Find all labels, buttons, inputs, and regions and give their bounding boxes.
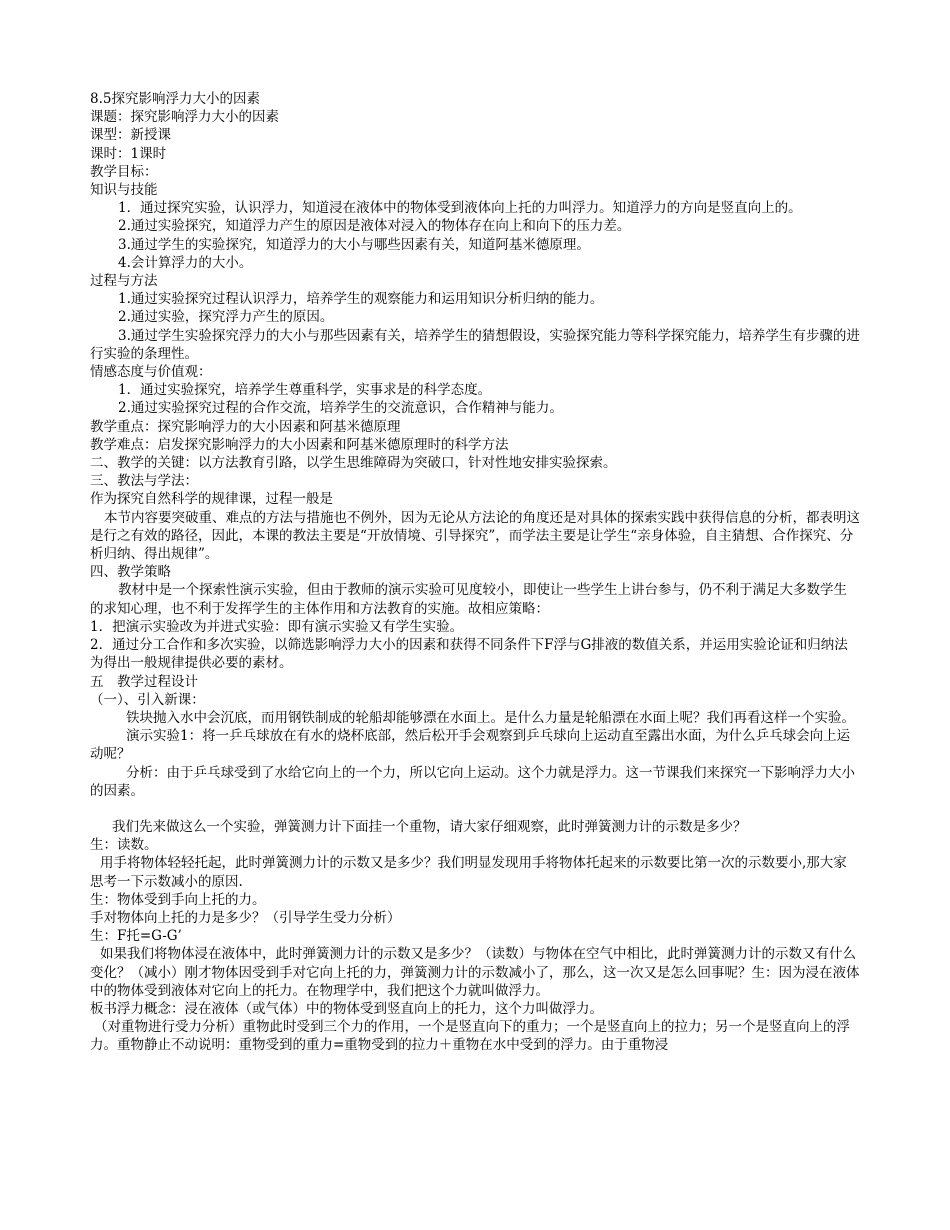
doc-paragraph: 铁块抛入水中会沉底，而用钢铁制成的轮船却能够漂在水面上。是什么力量是轮船漂在水面上呢？我们再看这样一个实验。	[126, 709, 855, 726]
section-heading: （一）、引入新课：	[90, 691, 205, 708]
section-heading: 情感态度与价值观：	[90, 364, 212, 381]
doc-paragraph: 本节内容要突破重、难点的方法与措施也不例外，因为无论从方法论的角度还是对具体的探索实践中获得信息的分析，都表明这是行之有效的路径，因此，本课的教法主要是“开放情境、引导探究”，而学法主要是让学生“亲身体验，自主猜想、合作探究、分析归纳、得出规律”。	[90, 509, 860, 563]
doc-line: 三、教法与学法：	[90, 473, 198, 490]
doc-paragraph: 教材中是一个探索性演示实验，但由于教师的演示实验可见度较小，即使让一些学生上讲台参与，仍不利于满足大多数学生的求知心理，也不利于发挥学生的主体作用和方法教育的实施。故相应策略：	[90, 582, 847, 617]
document-page	[90, 90, 860, 1055]
doc-line: 课题：探究影响浮力大小的因素	[90, 109, 279, 126]
doc-line: 教学目标：	[90, 163, 158, 180]
doc-line: 生：读数。	[90, 837, 158, 854]
blank-line	[90, 800, 860, 818]
doc-paragraph: 2．通过分工合作和多次实验，以筛选影响浮力大小的因素和获得不同条件下F浮与G排液的数值关系，并运用实验论证和归纳法为得出一般规律提供必要的素材。	[90, 637, 848, 672]
doc-paragraph: 2.通过实验探究过程的合作交流，培养学生的交流意识，合作精神与能力。	[118, 400, 563, 417]
doc-line: 教学难点：启发探究影响浮力的大小因素和阿基米德原理时的科学方法	[90, 436, 509, 453]
section-heading: 五 教学过程设计	[90, 673, 198, 690]
doc-paragraph: 如果我们将物体浸在液体中，此时弹簧测力计的示数又是多少？（读数）与物体在空气中相比，此时弹簧测力计的示数又有什么变化？（减小）刚才物体因受到手对它向上托的力，弹簧测力计的示数减小了，那么，这一次又是怎么回事呢？生：因为浸在液体中的物体受到液体对它向上的托力。在物理学中，我们把这个力就叫做浮力。	[90, 946, 860, 999]
doc-paragraph: 演示实验1：将一乒乓球放在有水的烧杯底部，然后松开手会观察到乒乓球向上运动直至露出水面，为什么乒乓球会向上运动呢？	[90, 728, 851, 763]
doc-line: 课型：新授课	[90, 127, 171, 144]
doc-paragraph: 3.通过学生的实验探究，知道浮力的大小与哪些因素有关，知道阿基米德原理。	[118, 236, 590, 253]
doc-paragraph: 2.通过实验，探究浮力产生的原因。	[118, 309, 334, 326]
doc-paragraph: 用手将物体轻轻托起，此时弹簧测力计的示数又是多少？我们明显发现用手将物体托起来的示数要比第一次的示数要小,那大家思考一下示数减小的原因.	[90, 855, 847, 890]
doc-line: 1．把演示实验改为并进式实验：即有演示实验又有学生实验。	[90, 618, 464, 635]
doc-line: 生：物体受到手向上托的力。	[90, 891, 266, 908]
doc-line: 二、教学的关键：以方法教育引路，以学生思维障碍为突破口，针对性地安排实验探索。	[90, 455, 617, 472]
doc-paragraph: 1.通过实验探究过程认识浮力，培养学生的观察能力和运用知识分析归纳的能力。	[118, 291, 604, 308]
section-heading: 知识与技能	[90, 182, 158, 199]
doc-paragraph: 1．通过实验探究，培养学生尊重科学，实事求是的科学态度。	[118, 382, 492, 399]
doc-paragraph: 我们先来做这么一个实验，弹簧测力计下面挂一个重物，请大家仔细观察，此时弹簧测力计的示数是多少？	[112, 818, 747, 835]
doc-line: 板书浮力概念：浸在液体（或气体）中的物体受到竖直向上的托力，这个力叫做浮力。	[90, 1000, 603, 1017]
section-heading: 过程与方法	[90, 273, 158, 290]
doc-line: 课时：1课时	[90, 145, 167, 162]
section-heading: 四、教学策略	[90, 564, 171, 581]
doc-line: 作为探究自然科学的规律课，过程一般是	[90, 491, 333, 508]
doc-paragraph: 3.通过学生实验探究浮力的大小与那些因素有关，培养学生的猜想假设，实验探究能力等科学探究能力，培养学生有步骤的进行实验的条理性。	[90, 327, 860, 362]
doc-paragraph: 4.会计算浮力的大小。	[118, 254, 253, 271]
doc-paragraph: 分析：由于乒乓球受到了水给它向上的一个力，所以它向上运动。这个力就是浮力。这一节课我们来探究一下影响浮力大小的因素。	[90, 764, 855, 799]
doc-paragraph: 1．通过探究实验，认识浮力，知道浸在液体中的物体受到液体向上托的力叫浮力。知道浮力的方向是竖直向上的。	[118, 200, 802, 217]
doc-paragraph: （对重物进行受力分析）重物此时受到三个力的作用，一个是竖直向下的重力；一个是竖直向上的拉力；另一个是竖直向上的浮力。重物静止不动说明：重物受到的重力=重物受到的拉力＋重物在水中受到的浮力。由于重物浸	[90, 1019, 850, 1054]
doc-paragraph: 2.通过实验探究，知道浮力产生的原因是液体对浸入的物体存在向上和向下的压力差。	[118, 218, 631, 235]
doc-line: 生：F托=G-G’	[90, 928, 182, 945]
doc-title: 8.5探究影响浮力大小的因素	[90, 91, 260, 107]
doc-line: 手对物体向上托的力是多少？（引导学生受力分析）	[90, 909, 401, 926]
doc-line: 教学重点：探究影响浮力的大小因素和阿基米德原理	[90, 418, 401, 435]
